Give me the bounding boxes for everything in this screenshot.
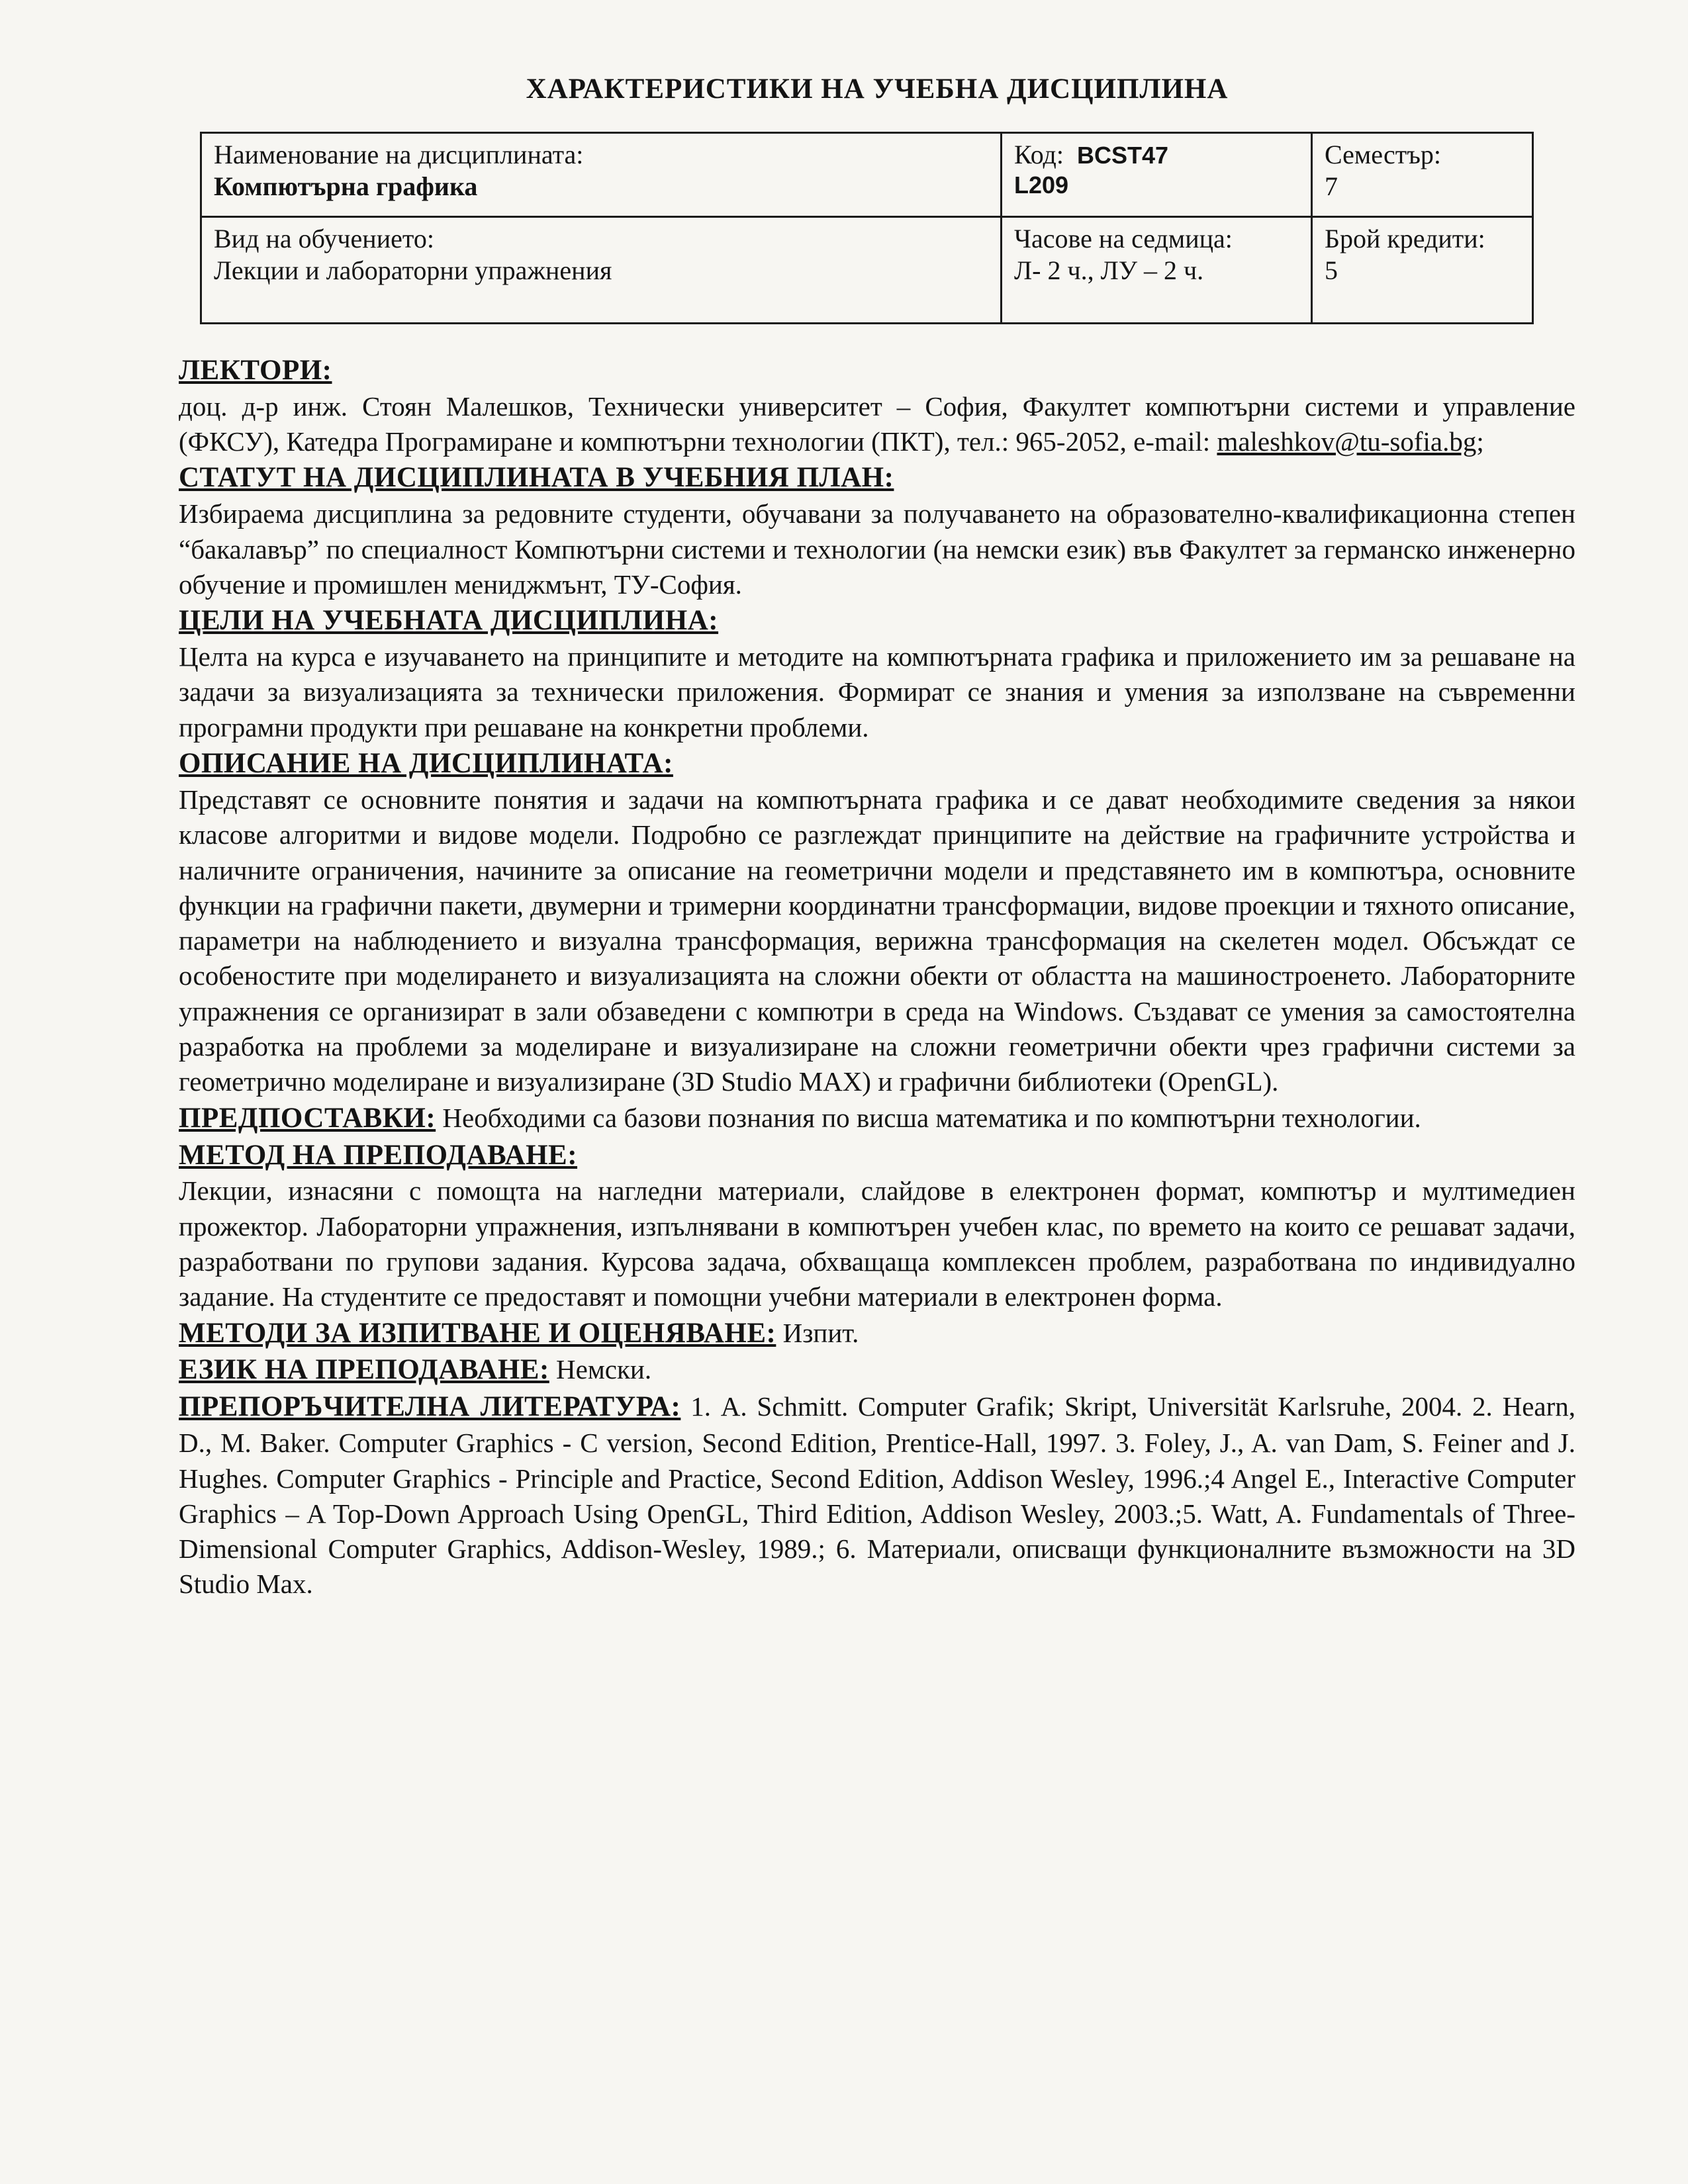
teaching-method-heading: МЕТОД НА ПРЕПОДАВАНЕ: <box>179 1139 578 1171</box>
literature-text: 1. A. Schmitt. Computer Grafik; Skript, Universität Karlsruhe, 2004. 2. Hearn, D., M. Baker. Computer Graphics - C version, Second Edition, Prentice-Hall, 1997. 3. Foley, J., A. van Dam, S. Feiner and J. Hughes. Computer Graphics - Principle and Practice, Second Edition, Addison Wesley, 1996.;4 Angel E., Interactive Computer Graphics – A Top-Down Approach Using OpenGL, Third Edition, Addison Wesley, 2003.;5. Watt, A. Fundamentals of Three-Dimensional Computer Graphics, Addison-Wesley, 1989.; 6. Материали, описващи функционалните възможности на 3D Studio Max. <box>179 1391 1576 1600</box>
description-text: Представят се основните понятия и задачи на компютърната графика и се дават необходимите сведения за някои класове алгоритми и видове модели. Подробно се разглеждат принципите на действие на графичните устройства и наличните ограничения, начините за описание на геометрични модели и представянето им в компютъра, основните функции на графични пакети, двумерни и тримерни координатни трансформации, видове проекции и тяхното описание, параметри на наблюдението и визуална трансформация, верижна трансформация на скелетен модел. Обсъждат се особеностите при моделирането и визуализацията на сложни обекти от областта на машиностроенето. Лабораторните упражнения се организират в зали обзаведени с компютри в среда на Windows. Създават се умения за самостоятелна разработка на проблеми за моделиране и визуализиране на сложни геометрични обекти чрез графични системи за геометрично моделиране и визуализиране (3D Studio MAX) и графични библиотеки (OpenGL). <box>179 784 1575 1097</box>
training-type-value: Лекции и лабораторни упражнения <box>214 255 612 285</box>
language-section <box>179 1351 1575 1388</box>
language-text: Немски. <box>556 1354 652 1385</box>
lecturers-text: доц. д-р инж. Стоян Малешков, Технически университет – София, Факултет компютърни системи и управление (ФКСУ), Катедра Програмиране и компютърни технологии (ПКТ), тел.: 965-2052, e-mail: maleshkov@tu-sofia.bg; <box>179 390 1575 457</box>
semester-label: Семестър: <box>1325 140 1442 169</box>
lecturers-heading: ЛЕКТОРИ: <box>179 355 332 386</box>
status-section <box>179 459 1575 602</box>
teaching-method-text: Лекции, изнасяни с помощта на нагледни материали, слайдове в електронен формат, компютър и мултимедиен прожектор. Лабораторни упражнения, изпълнявани в компютърен учебен клас, по времето на които се решават задачи, разработвани по групови задания. Курсова задача, обхващаща комплексен проблем, разработвана по индивидуално задание. На студентите се предоставят и помощни учебни материали в електронен форма. <box>179 1175 1575 1312</box>
language-heading: ЕЗИК НА ПРЕПОДАВАНЕ: <box>179 1354 549 1386</box>
literature-section <box>179 1388 1575 1602</box>
document-page <box>179 73 1575 1602</box>
training-type-label: Вид на обучението: <box>214 224 434 253</box>
goals-section <box>179 602 1575 745</box>
description-section <box>179 745 1575 1100</box>
course-info-table <box>200 132 1534 324</box>
weekly-hours-label: Часове на седмица: <box>1014 224 1233 253</box>
table-row <box>201 217 1533 324</box>
assessment-section <box>179 1315 1575 1352</box>
training-type-cell <box>201 217 1002 324</box>
description-heading: ОПИСАНИЕ НА ДИСЦИПЛИНАТА: <box>179 748 673 780</box>
semester-cell <box>1312 133 1533 217</box>
table-row <box>201 133 1533 217</box>
status-heading: СТАТУТ НА ДИСЦИПЛИНАТА В УЧЕБНИЯ ПЛАН: <box>179 462 894 494</box>
prerequisites-section <box>179 1100 1575 1137</box>
goals-heading: ЦЕЛИ НА УЧЕБНАТА ДИСЦИПЛИНА: <box>179 605 719 637</box>
course-code-cell <box>1002 133 1312 217</box>
course-name-cell <box>201 133 1002 217</box>
teaching-method-section <box>179 1137 1575 1315</box>
lecturer-email-link[interactable]: maleshkov@tu-sofia.bg <box>1217 426 1477 457</box>
weekly-hours-cell <box>1002 217 1312 324</box>
course-name-value: Компютърна графика <box>214 171 478 201</box>
course-code-value-2: L209 <box>1014 171 1069 199</box>
weekly-hours-value: Л- 2 ч., ЛУ – 2 ч. <box>1014 255 1204 285</box>
assessment-text: Изпит. <box>782 1317 859 1348</box>
lecturers-section <box>179 352 1575 459</box>
literature-heading: ПРЕПОРЪЧИТЕЛНА ЛИТЕРАТУРА: <box>179 1391 681 1423</box>
prerequisites-text: Необходими са базови познания по висша математика и по компютърни технологии. <box>442 1102 1421 1133</box>
document-title: ХАРАКТЕРИСТИКИ НА УЧЕБНА ДИСЦИПЛИНА <box>526 73 1229 105</box>
course-code-value: BCST47 <box>1077 142 1169 169</box>
goals-text: Целта на курса е изучаването на принципите и методите на компютърната графика и приложението им за решаване на задачи за визуализацията за технически приложения. Формират се знания и умения за използване на съвременни програмни продукти при решаване на конкретни проблеми. <box>179 641 1575 743</box>
status-text: Избираема дисциплина за редовните студенти, обучавани за получаването на образователно-квалификационна степен “бакалавър” по специалност Компютърни системи и технологии (на немски език) във Факултет за германско инженерно обучение и промишлен мениджмънт, ТУ-София. <box>179 498 1575 600</box>
credits-label: Брой кредити: <box>1325 224 1485 253</box>
course-name-label: Наименование на дисциплината: <box>214 140 584 169</box>
credits-value: 5 <box>1325 255 1338 285</box>
prerequisites-heading: ПРЕДПОСТАВКИ: <box>179 1102 436 1134</box>
assessment-heading: МЕТОДИ ЗА ИЗПИТВАНЕ И ОЦЕНЯВАНЕ: <box>179 1317 776 1349</box>
document-body <box>179 352 1575 1602</box>
semester-value: 7 <box>1325 171 1338 201</box>
credits-cell <box>1312 217 1533 324</box>
course-code-label: Код: <box>1014 140 1064 169</box>
